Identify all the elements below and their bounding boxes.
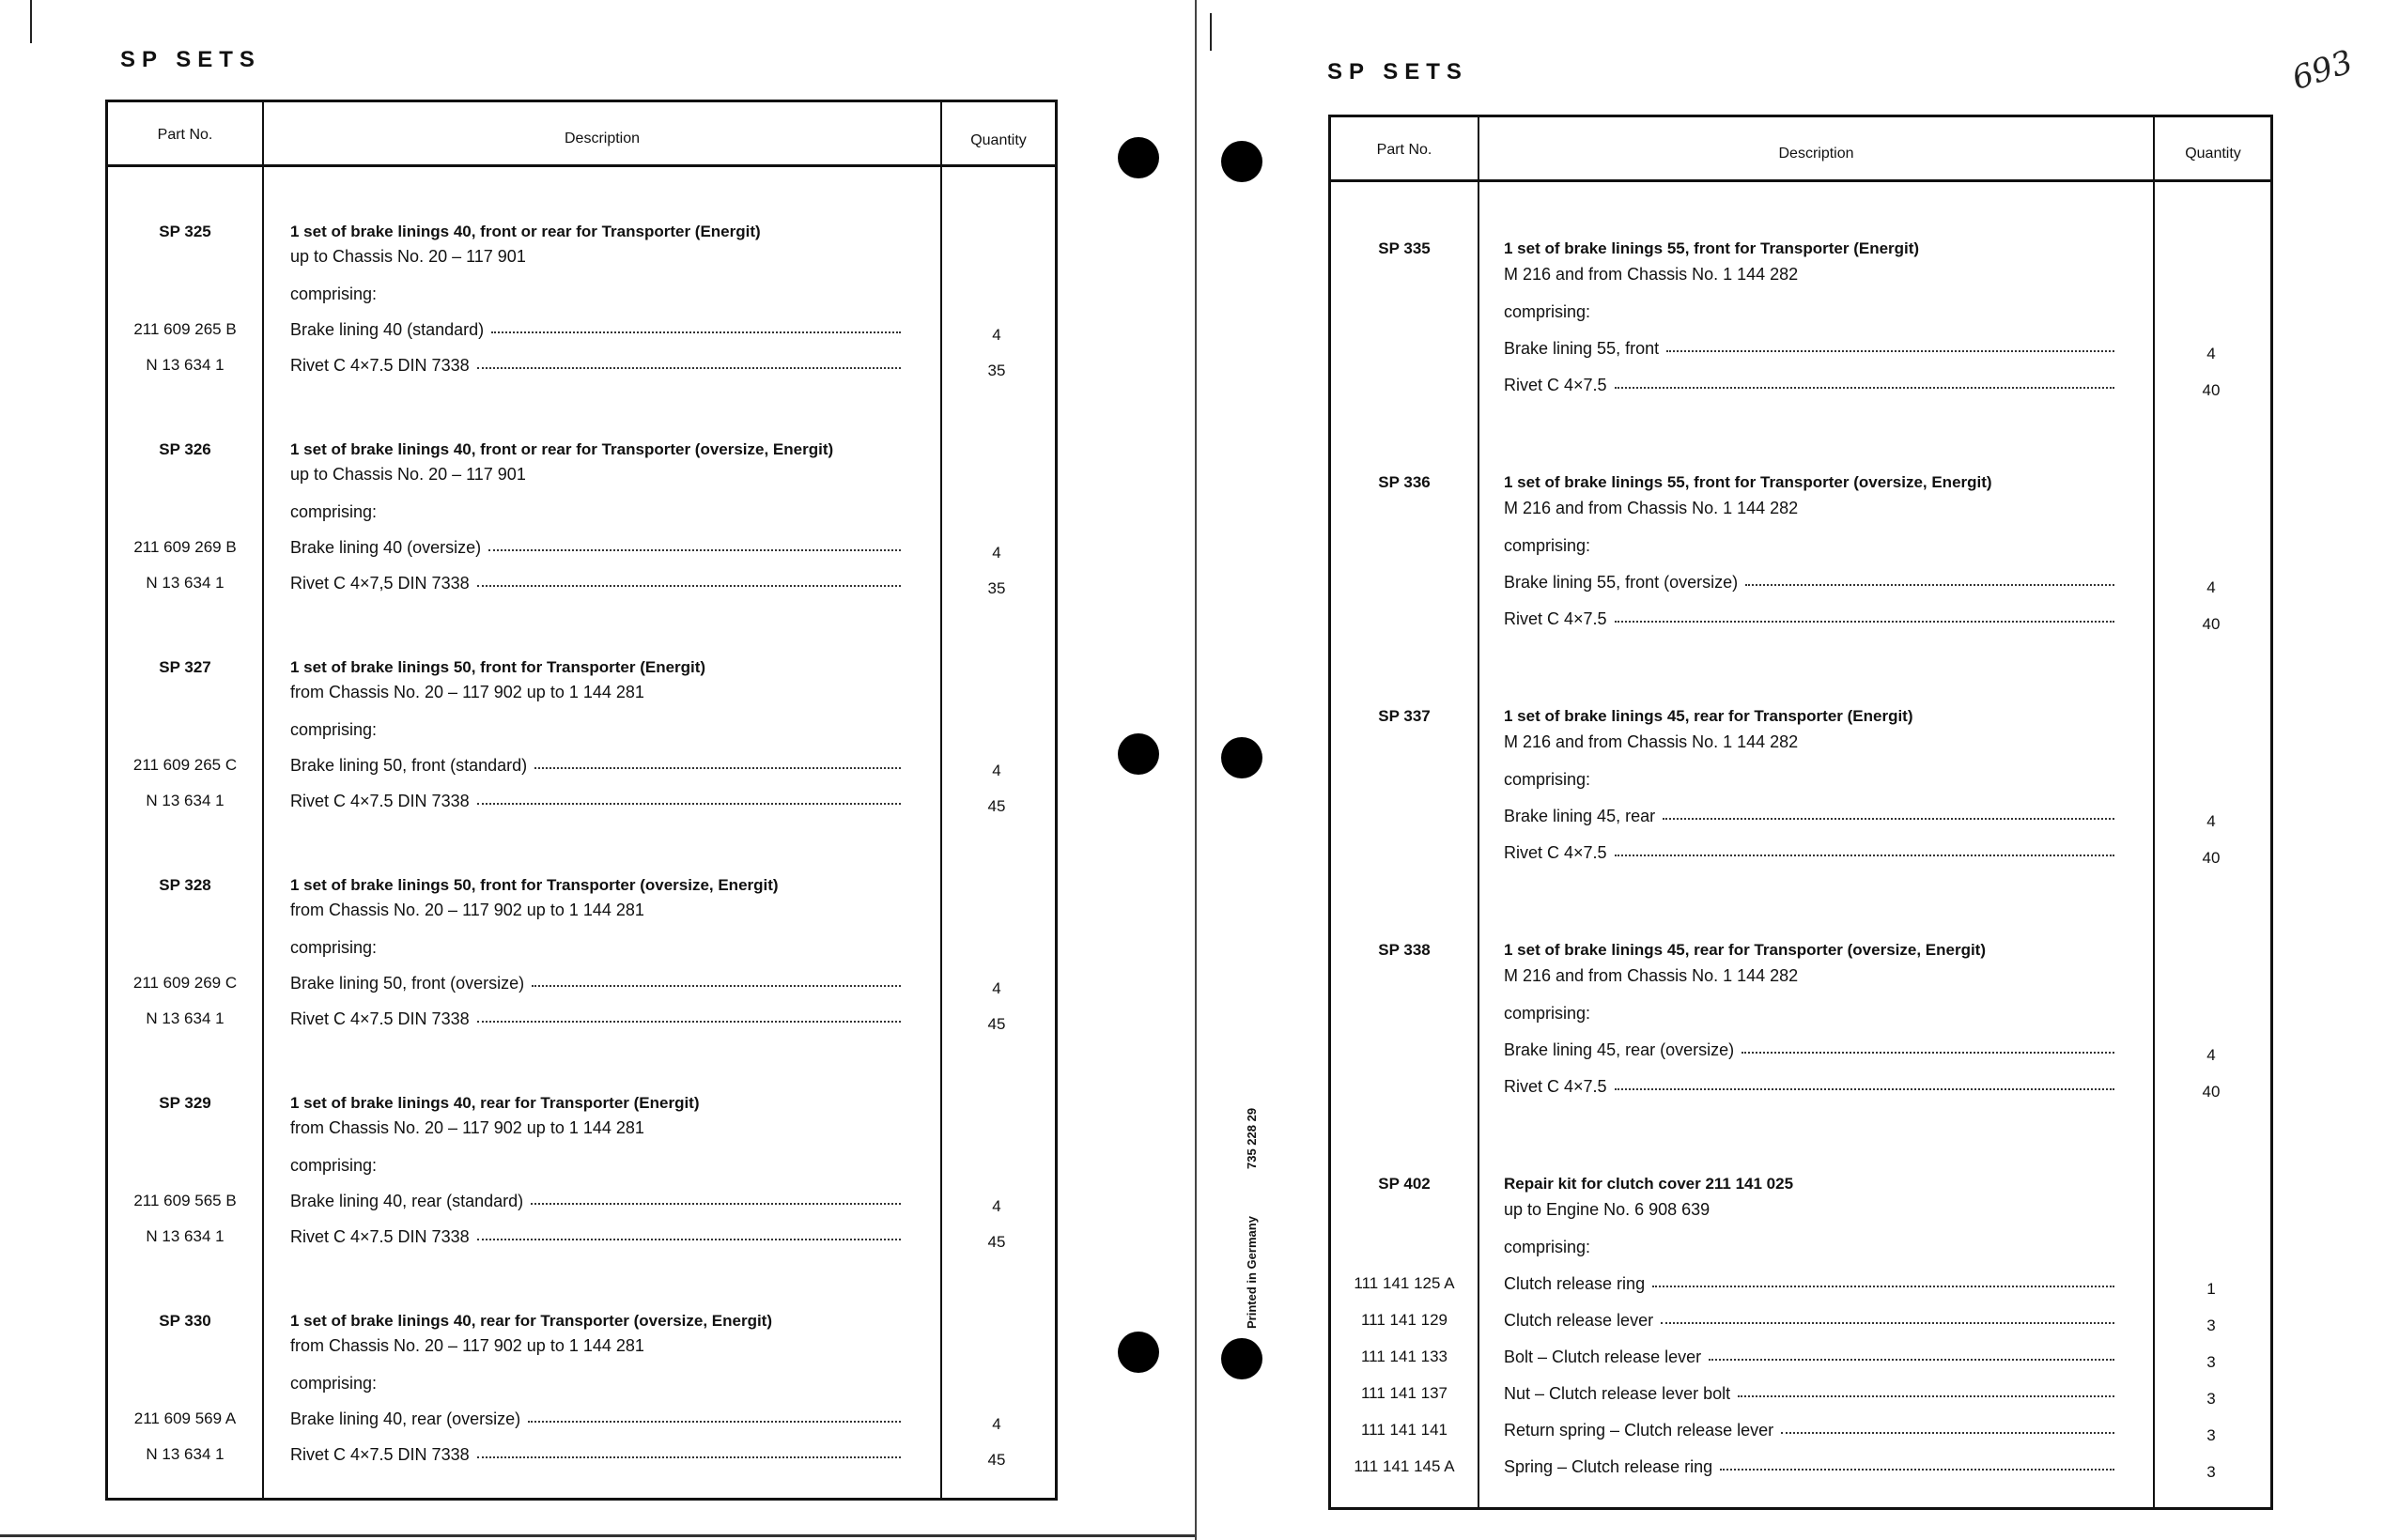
set-subtitle-row: [108, 247, 1055, 275]
item-description: [1504, 609, 2114, 629]
table-row: [108, 1009, 1055, 1038]
set-subtitle-row: [1331, 732, 2270, 761]
set-subtitle-row: [108, 1118, 1055, 1147]
set-header-row: [1331, 941, 2270, 969]
set-subtitle-row: [108, 465, 1055, 493]
item-description: [290, 974, 901, 993]
quantity-value: 4: [992, 762, 1001, 779]
item-description-text: Rivet C 4×7.5 DIN 7338: [290, 792, 470, 810]
punch-hole: [1221, 1338, 1262, 1379]
left-page-title: SP SETS: [120, 47, 261, 72]
table-row: [1331, 1077, 2270, 1105]
item-description: [290, 756, 901, 776]
part-number: 111 141 125 A: [1354, 1274, 1455, 1292]
quantity-value: 4: [992, 326, 1001, 344]
punch-hole: [1221, 737, 1262, 778]
quantity-value: 4: [992, 979, 1001, 997]
item-description: [1504, 376, 2114, 395]
quantity-value: 4: [992, 1415, 1001, 1433]
quantity-value: 3: [2206, 1463, 2216, 1481]
quantity-value: 3: [2206, 1317, 2216, 1334]
item-description-text: Brake lining 45, rear (oversize): [1504, 1040, 1735, 1059]
item-description: [290, 1409, 901, 1429]
comprising-row: [1331, 1238, 2270, 1266]
item-description: [1504, 1077, 2114, 1097]
comprising-row: [108, 502, 1055, 531]
quantity-value: 40: [2202, 1083, 2221, 1101]
leader-dots: [1663, 807, 2114, 820]
table-row: [108, 756, 1055, 784]
table-row: [1331, 1040, 2270, 1069]
table-row: [1331, 609, 2270, 638]
leader-dots: [1745, 573, 2114, 586]
item-description-text: Rivet C 4×7.5 DIN 7338: [290, 1227, 470, 1246]
item-description: [1504, 339, 2114, 359]
set-number: SP 337: [1378, 707, 1431, 725]
leader-dots: [477, 792, 901, 805]
binding-mark: [1210, 13, 1212, 51]
punch-hole: [1221, 141, 1262, 182]
set-subtitle: from Chassis No. 20 – 117 902 up to 1 144 281: [290, 1118, 644, 1137]
part-number: 211 609 565 B: [133, 1192, 237, 1209]
item-description-text: Rivet C 4×7.5: [1504, 376, 1607, 394]
handwritten-page-number: 693: [2287, 42, 2358, 99]
item-description-text: Rivet C 4×7,5 DIN 7338: [290, 574, 470, 593]
quantity-value: 3: [2206, 1390, 2216, 1408]
set-subtitle: up to Engine No. 6 908 639: [1504, 1200, 1711, 1219]
item-description: [1504, 573, 2114, 593]
set-number: SP 325: [159, 223, 211, 240]
comprising-label: comprising:: [290, 1374, 378, 1393]
set-subtitle: from Chassis No. 20 – 117 902 up to 1 144 281: [290, 683, 644, 701]
comprising-label: comprising:: [290, 1156, 378, 1175]
table-row: [108, 1409, 1055, 1438]
header-quantity: Quantity: [970, 132, 1027, 148]
quantity-value: 45: [987, 1233, 1006, 1251]
leader-dots: [1652, 1274, 2114, 1287]
table-row: [108, 356, 1055, 384]
quantity-value: 4: [992, 544, 1001, 562]
set-header-row: [1331, 473, 2270, 501]
quantity-value: 35: [987, 579, 1006, 597]
set-header-row: [1331, 239, 2270, 268]
part-number: 111 141 145 A: [1354, 1457, 1455, 1475]
quantity-value: 3: [2206, 1426, 2216, 1444]
leader-dots: [477, 574, 901, 587]
item-description-text: Rivet C 4×7.5: [1504, 1077, 1607, 1096]
comprising-label: comprising:: [290, 720, 378, 739]
leader-dots: [1742, 1040, 2114, 1054]
set-number: SP 329: [159, 1094, 211, 1112]
part-number: N 13 634 1: [146, 574, 224, 592]
left-parts-table: [105, 100, 1058, 1501]
part-number: 211 609 265 C: [132, 756, 238, 774]
leader-dots: [1615, 609, 2114, 623]
item-description: [290, 1009, 901, 1029]
item-description-text: Brake lining 40 (oversize): [290, 538, 482, 557]
header-description: Description: [1778, 146, 1854, 162]
set-subtitle: up to Chassis No. 20 – 117 901: [290, 247, 526, 266]
part-number: N 13 634 1: [146, 1445, 224, 1463]
item-description-text: Rivet C 4×7.5 DIN 7338: [290, 1009, 470, 1028]
leader-dots: [477, 356, 901, 369]
leader-dots: [477, 1445, 901, 1458]
item-description: [1504, 1274, 2114, 1294]
right-page-title: SP SETS: [1327, 59, 1468, 85]
item-description: [1504, 1421, 2114, 1440]
leader-dots: [1666, 339, 2114, 352]
leader-dots: [1720, 1457, 2114, 1471]
table-row: [108, 1192, 1055, 1220]
item-description-text: Rivet C 4×7.5: [1504, 843, 1607, 862]
bottom-edge-line: [0, 1534, 1195, 1537]
comprising-label: comprising:: [1504, 1004, 1591, 1023]
leader-dots: [531, 1192, 901, 1205]
set-number: SP 402: [1378, 1175, 1431, 1193]
set-subtitle-row: [108, 683, 1055, 711]
set-title: 1 set of brake linings 55, front for Transporter (Energit): [1504, 239, 1920, 257]
quantity-value: 3: [2206, 1353, 2216, 1371]
item-description-text: Nut – Clutch release lever bolt: [1504, 1384, 1731, 1403]
set-subtitle: up to Chassis No. 20 – 117 901: [290, 465, 526, 484]
part-number: 111 141 129: [1360, 1311, 1447, 1329]
set-number: SP 336: [1378, 473, 1431, 491]
set-subtitle-row: [108, 1336, 1055, 1364]
table-row: [1331, 376, 2270, 404]
part-number: N 13 634 1: [146, 1009, 224, 1027]
header-divider: [108, 164, 1055, 167]
print-code: 735 228 29: [1245, 1107, 1259, 1169]
set-number: SP 330: [159, 1312, 211, 1330]
header-quantity: Quantity: [2185, 146, 2241, 162]
set-title: 1 set of brake linings 50, front for Transporter (oversize, Energit): [290, 876, 779, 894]
item-description: [1504, 1040, 2114, 1060]
comprising-row: [1331, 1004, 2270, 1032]
comprising-row: [1331, 302, 2270, 331]
comprising-row: [108, 938, 1055, 966]
table-row: [1331, 843, 2270, 871]
table-row: [108, 1227, 1055, 1255]
set-title: 1 set of brake linings 40, front or rear for Transporter (oversize, Energit): [290, 440, 834, 458]
table-row: [108, 320, 1055, 348]
part-number: 211 609 569 A: [133, 1409, 237, 1427]
comprising-label: comprising:: [290, 502, 378, 521]
set-subtitle: M 216 and from Chassis No. 1 144 282: [1504, 732, 1799, 751]
leader-dots: [528, 1409, 901, 1423]
set-subtitle: M 216 and from Chassis No. 1 144 282: [1504, 265, 1799, 284]
set-number: SP 328: [159, 876, 211, 894]
leader-dots: [532, 974, 901, 987]
item-description-text: Brake lining 50, front (oversize): [290, 974, 525, 993]
set-subtitle: from Chassis No. 20 – 117 902 up to 1 144 281: [290, 1336, 644, 1355]
item-description: [1504, 1384, 2114, 1404]
set-subtitle: M 216 and from Chassis No. 1 144 282: [1504, 499, 1799, 517]
quantity-value: 4: [2206, 345, 2216, 362]
quantity-value: 40: [2202, 381, 2221, 399]
comprising-row: [108, 720, 1055, 748]
leader-dots: [477, 1227, 901, 1240]
leader-dots: [1738, 1384, 2114, 1397]
leader-dots: [1709, 1348, 2114, 1361]
item-description-text: Brake lining 45, rear: [1504, 807, 1656, 825]
item-description: [290, 1192, 901, 1211]
item-description: [290, 1445, 901, 1465]
table-row: [1331, 1421, 2270, 1449]
binding-mark: [30, 0, 32, 43]
comprising-row: [108, 285, 1055, 313]
page-divider: [1195, 0, 1197, 1540]
quantity-value: 1: [2206, 1280, 2216, 1298]
set-header-row: [1331, 1175, 2270, 1203]
set-subtitle-row: [1331, 499, 2270, 527]
leader-dots: [491, 320, 901, 333]
item-description: [1504, 1348, 2114, 1367]
item-description: [290, 574, 901, 593]
set-title: 1 set of brake linings 40, front or rear for Transporter (Energit): [290, 223, 761, 240]
leader-dots: [1781, 1421, 2114, 1434]
leader-dots: [488, 538, 901, 551]
punch-hole: [1118, 1332, 1159, 1373]
quantity-value: 35: [987, 362, 1006, 379]
part-number: 111 141 137: [1360, 1384, 1447, 1402]
item-description: [290, 1227, 901, 1247]
comprising-row: [108, 1156, 1055, 1184]
table-row: [1331, 1274, 2270, 1302]
comprising-label: comprising:: [1504, 536, 1591, 555]
item-description-text: Brake lining 40, rear (oversize): [290, 1409, 521, 1428]
item-description-text: Clutch release ring: [1504, 1274, 1646, 1293]
item-description-text: Brake lining 40 (standard): [290, 320, 485, 339]
set-subtitle-row: [108, 901, 1055, 929]
comprising-label: comprising:: [290, 938, 378, 957]
quantity-value: 4: [2206, 578, 2216, 596]
table-row: [1331, 339, 2270, 367]
header-divider: [1331, 179, 2270, 182]
item-description-text: Bolt – Clutch release lever: [1504, 1348, 1702, 1366]
leader-dots: [477, 1009, 901, 1023]
comprising-label: comprising:: [1504, 302, 1591, 321]
item-description: [1504, 843, 2114, 863]
quantity-value: 4: [992, 1197, 1001, 1215]
part-number: 211 609 269 C: [132, 974, 238, 992]
table-row: [1331, 1348, 2270, 1376]
table-row: [1331, 807, 2270, 835]
leader-dots: [1615, 376, 2114, 389]
printed-in-germany: Printed in Germany: [1245, 1216, 1259, 1329]
item-description-text: Brake lining 55, front: [1504, 339, 1660, 358]
part-number: N 13 634 1: [146, 792, 224, 809]
item-description-text: Brake lining 55, front (oversize): [1504, 573, 1739, 592]
quantity-value: 40: [2202, 849, 2221, 867]
set-title: 1 set of brake linings 45, rear for Transporter (Energit): [1504, 707, 1913, 725]
comprising-label: comprising:: [1504, 1238, 1591, 1256]
table-row: [1331, 1311, 2270, 1339]
set-subtitle: M 216 and from Chassis No. 1 144 282: [1504, 966, 1799, 985]
table-row: [108, 1445, 1055, 1473]
table-row: [108, 538, 1055, 566]
item-description-text: Return spring – Clutch release lever: [1504, 1421, 1774, 1440]
item-description: [1504, 1457, 2114, 1477]
item-description-text: Rivet C 4×7.5 DIN 7338: [290, 1445, 470, 1464]
punch-hole: [1118, 733, 1159, 775]
item-description-text: Brake lining 50, front (standard): [290, 756, 528, 775]
header-part-no: Part No.: [157, 127, 213, 143]
right-parts-table: [1328, 115, 2273, 1510]
part-number: 211 609 265 B: [133, 320, 237, 338]
part-number: 211 609 269 B: [133, 538, 237, 556]
comprising-label: comprising:: [1504, 770, 1591, 789]
table-row: [108, 574, 1055, 602]
table-row: [1331, 1457, 2270, 1486]
item-description-text: Brake lining 40, rear (standard): [290, 1192, 524, 1210]
part-number: 111 141 133: [1360, 1348, 1447, 1365]
set-number: SP 335: [1378, 239, 1431, 257]
header-description: Description: [564, 131, 641, 146]
quantity-value: 4: [2206, 1046, 2216, 1064]
leader-dots: [534, 756, 901, 769]
comprising-row: [108, 1374, 1055, 1402]
set-subtitle-row: [1331, 966, 2270, 994]
set-subtitle-row: [1331, 265, 2270, 293]
comprising-label: comprising:: [290, 285, 378, 303]
table-row: [1331, 1384, 2270, 1412]
set-title: 1 set of brake linings 45, rear for Transporter (oversize, Energit): [1504, 941, 1986, 959]
table-row: [108, 792, 1055, 820]
item-description: [290, 320, 901, 340]
set-number: SP 326: [159, 440, 211, 458]
item-description: [1504, 807, 2114, 826]
set-number: SP 327: [159, 658, 211, 676]
item-description-text: Clutch release lever: [1504, 1311, 1654, 1330]
quantity-value: 4: [2206, 812, 2216, 830]
set-title: 1 set of brake linings 40, rear for Transporter (Energit): [290, 1094, 700, 1112]
item-description: [1504, 1311, 2114, 1331]
punch-hole: [1118, 137, 1159, 178]
leader-dots: [1615, 843, 2114, 856]
set-subtitle-row: [1331, 1200, 2270, 1228]
header-part-no: Part No.: [1376, 142, 1432, 158]
comprising-row: [1331, 536, 2270, 564]
quantity-value: 45: [987, 797, 1006, 815]
part-number: N 13 634 1: [146, 356, 224, 374]
quantity-value: 45: [987, 1015, 1006, 1033]
item-description: [290, 792, 901, 811]
leader-dots: [1615, 1077, 2114, 1090]
leader-dots: [1661, 1311, 2114, 1324]
quantity-value: 40: [2202, 615, 2221, 633]
quantity-value: 45: [987, 1451, 1006, 1469]
set-title: 1 set of brake linings 50, front for Transporter (Energit): [290, 658, 706, 676]
set-subtitle: from Chassis No. 20 – 117 902 up to 1 144 281: [290, 901, 644, 919]
table-row: [1331, 573, 2270, 601]
item-description-text: Rivet C 4×7.5: [1504, 609, 1607, 628]
set-title: 1 set of brake linings 55, front for Transporter (oversize, Energit): [1504, 473, 1992, 491]
set-header-row: [1331, 707, 2270, 735]
set-title: Repair kit for clutch cover 211 141 025: [1504, 1175, 1794, 1193]
item-description: [290, 356, 901, 376]
comprising-row: [1331, 770, 2270, 798]
part-number: N 13 634 1: [146, 1227, 224, 1245]
item-description: [290, 538, 901, 558]
part-number: 111 141 141: [1360, 1421, 1447, 1439]
set-number: SP 338: [1378, 941, 1431, 959]
set-title: 1 set of brake linings 40, rear for Transporter (oversize, Energit): [290, 1312, 772, 1330]
table-row: [108, 974, 1055, 1002]
item-description-text: Spring – Clutch release ring: [1504, 1457, 1713, 1476]
item-description-text: Rivet C 4×7.5 DIN 7338: [290, 356, 470, 375]
